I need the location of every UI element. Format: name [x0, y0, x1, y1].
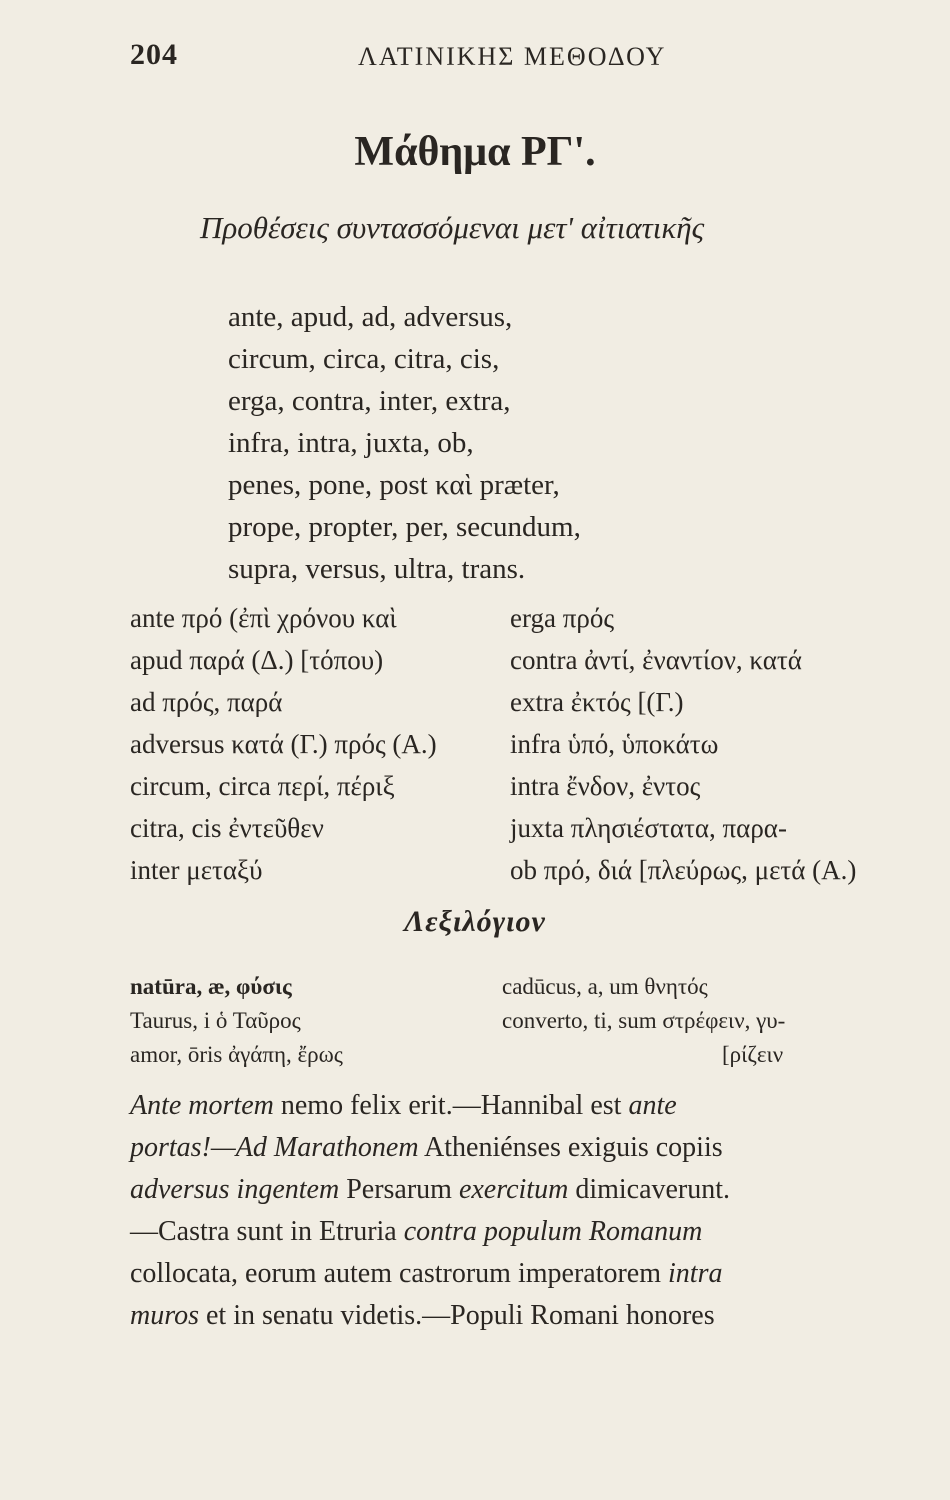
lexicon-entry: cadūcus, a, um θνητός: [502, 974, 708, 999]
passage-text: Persarum: [339, 1174, 459, 1205]
glossary-entry: citra, cis ἐντεῦθεν: [130, 813, 324, 843]
verse-line: supra, versus, ultra, trans.: [228, 553, 526, 585]
passage-phrase: ante: [628, 1090, 677, 1121]
lexicon-entry: amor, ōris ἀγάπη, ἔρως: [130, 1042, 343, 1067]
verse-line: circum, circa, citra, cis,: [228, 343, 500, 375]
lexicon-entry-continuation: [ρίζειν: [722, 1042, 784, 1067]
passage-text: —Castra sunt in Etruria: [130, 1216, 404, 1247]
page-number: 204: [130, 38, 178, 71]
passage-phrase: —Ad Marathonem: [210, 1132, 419, 1163]
passage-line: [130, 1211, 890, 1253]
passage-phrase: adversus ingentem: [130, 1174, 340, 1205]
lexicon-right-column: [502, 970, 785, 1072]
lesson-subtitle: Προθέσεις συντασσόμεναι μετ' αἰτιατικῆς: [200, 210, 705, 245]
glossary-entry: juxta πλησιέστατα, παρα-: [510, 813, 787, 843]
glossary-entry: intra ἔνδον, ἐντος: [510, 771, 701, 801]
passage-phrase: Ante mortem: [130, 1090, 274, 1121]
glossary-entry: adversus κατά (Γ.) πρός (Α.): [130, 729, 437, 759]
glossary-entry: extra ἐκτός [(Γ.): [510, 687, 684, 717]
glossary-entry: circum, circa περί, πέριξ: [130, 771, 395, 801]
glossary-right-column: [510, 597, 856, 891]
lexicon-entry: natūra, æ, φύσις: [130, 974, 292, 999]
passage-text: collocata, eorum autem castrorum imperatorem: [130, 1258, 669, 1289]
verse-line: erga, contra, inter, extra,: [228, 385, 511, 417]
page-header: [130, 38, 890, 78]
lexicon-left-column: [130, 970, 343, 1072]
glossary-entry: contra ἀντί, ἐναντίον, κατά: [510, 645, 802, 675]
verse-line: prope, propter, per, secundum,: [228, 511, 581, 543]
lesson-title: Μάθημα ΡΓ'.: [354, 129, 596, 175]
passage-phrase: muros: [130, 1300, 199, 1331]
passage-line: [130, 1295, 890, 1337]
lexicon-heading: Λεξιλόγιον: [404, 905, 546, 938]
verse-line: ante, apud, ad, adversus,: [228, 301, 513, 333]
passage-phrase: intra: [668, 1258, 723, 1289]
glossary-entry: erga πρός: [510, 603, 615, 633]
glossary-entry: ante πρό (ἐπὶ χρόνου καὶ: [130, 603, 397, 633]
verse-line: infra, intra, juxta, ob,: [228, 427, 474, 459]
passage-line: [130, 1127, 890, 1169]
passage-line: [130, 1085, 890, 1127]
glossary-entry: inter μεταξύ: [130, 855, 263, 885]
lexicon-entry: Taurus, i ὁ Ταῦρος: [130, 1008, 301, 1033]
glossary-entry: ob πρό, διά [πλεύρως, μετά (Α.): [510, 855, 857, 885]
verse-line: penes, pone, post καὶ præter,: [228, 469, 560, 501]
running-title: ΛΑΤΙΝΙΚΗΣ ΜΕΘΟΔΟΥ: [358, 42, 667, 71]
lexicon-entry: converto, ti, sum στρέφειν, γυ-: [502, 1008, 786, 1033]
passage-phrase: portas!: [130, 1132, 211, 1163]
passage-phrase: exercitum: [458, 1174, 569, 1205]
glossary-left-column: [130, 597, 437, 891]
glossary-entry: ad πρός, παρά: [130, 687, 283, 717]
exercise-passage: [130, 1085, 890, 1337]
glossary-entry: apud παρά (Δ.) [τόπου): [130, 645, 384, 675]
passage-line: [130, 1253, 890, 1295]
passage-text: nemo felix erit.—Hannibal est: [273, 1090, 629, 1121]
passage-phrase: contra populum Romanum: [403, 1216, 703, 1247]
passage-text: Atheniénses exiguis copiis: [418, 1132, 723, 1163]
mnemonic-verse: [228, 296, 581, 590]
passage-text: dimicaverunt.: [568, 1174, 731, 1205]
glossary-entry: infra ὑπό, ὑποκάτω: [510, 729, 719, 759]
passage-text: et in senatu videtis.—Populi Romani honores: [198, 1300, 715, 1331]
passage-line: [130, 1169, 890, 1211]
